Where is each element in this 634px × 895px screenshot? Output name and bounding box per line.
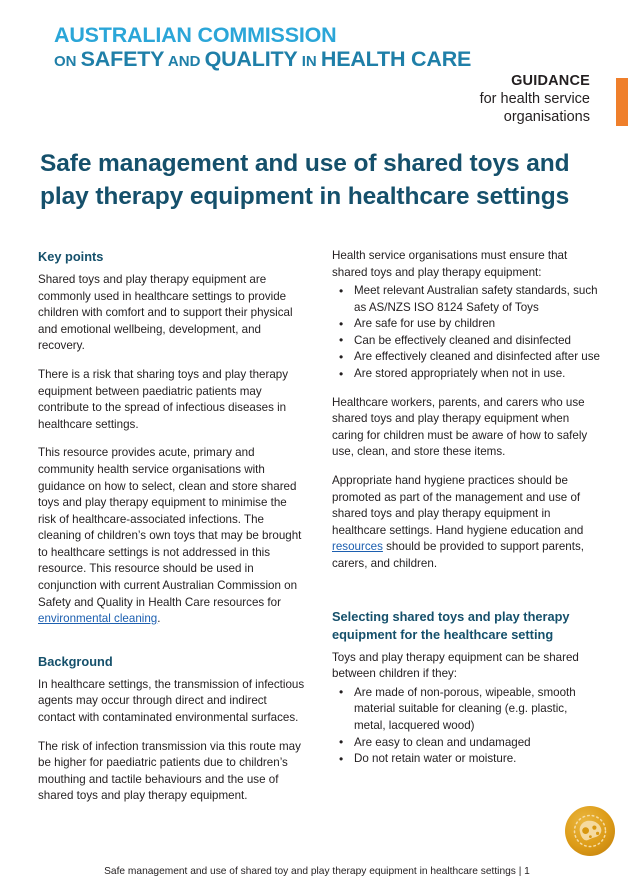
guidance-label-block bbox=[480, 72, 590, 126]
logo-word-on: ON bbox=[54, 53, 81, 71]
logo-word-quality: QUALITY bbox=[204, 47, 298, 72]
background-paragraph-2: The risk of infection transmission via this route may be higher for paediatric patients due to children’s mouthing and tactile behaviours and the use of shared toys and play therapy equipment. bbox=[38, 739, 301, 803]
list-item: • Do not retain water or moisture. bbox=[332, 751, 600, 768]
logo-word-and: AND bbox=[164, 53, 205, 71]
microbe-icon bbox=[564, 805, 616, 857]
body-columns bbox=[38, 248, 600, 817]
list-item: • Are easy to clean and undamaged bbox=[332, 735, 600, 752]
logo-line-2 bbox=[54, 47, 594, 71]
list-item: • Are effectively cleaned and disinfected after use bbox=[332, 349, 600, 366]
section-heading-selecting: Selecting shared toys and play therapy equipment for the healthcare setting bbox=[332, 609, 570, 642]
logo-word-health-care: HEALTH CARE bbox=[320, 47, 472, 72]
list-item: • Meet relevant Australian safety standards, such as AS/NZS ISO 8124 Safety of Toys bbox=[332, 283, 600, 316]
key-points-paragraph-2: There is a risk that sharing toys and play therapy equipment between paediatric patients may contribute to the spread of infectious diseases in healthcare settings. bbox=[38, 368, 289, 431]
left-column bbox=[38, 248, 306, 817]
hand-hygiene-text-before-link: Appropriate hand hygiene practices should be promoted as part of the management and use of shared toys and play therapy equipment in healthcare settings. Hand hygiene education and bbox=[332, 473, 584, 537]
hand-hygiene-text-after-link: should be provided to support parents, carers, and children. bbox=[332, 540, 584, 570]
environmental-cleaning-link[interactable]: environmental cleaning bbox=[38, 612, 158, 626]
list-item: • Can be effectively cleaned and disinfected bbox=[332, 333, 600, 350]
requirements-intro-paragraph: Health service organisations must ensure that shared toys and play therapy equipment: bbox=[332, 249, 568, 279]
paragraph-3-text-after-link: . bbox=[157, 612, 161, 626]
page-title: Safe management and use of shared toys and play therapy equipment in healthcare settings bbox=[40, 150, 570, 210]
background-paragraph-1: In healthcare settings, the transmission of infectious agents may occur through direct and indirect contact with contaminated environmental surfaces. bbox=[38, 677, 305, 724]
list-item: • Are stored appropriately when not in use. bbox=[332, 366, 600, 383]
logo-word-safety: SAFETY bbox=[80, 47, 165, 72]
selecting-intro-paragraph: Toys and play therapy equipment can be shared between children if they: bbox=[332, 650, 579, 681]
key-points-paragraph-3 bbox=[38, 445, 306, 627]
guidance-subtitle-line-2: organisations bbox=[503, 109, 590, 126]
requirements-bullet-list bbox=[332, 283, 600, 382]
right-column-spacer bbox=[332, 584, 600, 608]
healthcare-workers-paragraph: Healthcare workers, parents, and carers who use shared toys and play therapy equipment when caring for children must be aware of how to safely use, clean, and store these items. bbox=[332, 395, 588, 459]
list-item: • Are made of non-porous, wipeable, smooth material suitable for cleaning (e.g. plastic, metal, lacquered wood) bbox=[332, 685, 600, 735]
section-heading-key-points: Key points bbox=[38, 249, 104, 264]
left-column-spacer bbox=[38, 640, 306, 653]
paragraph-3-text-before-link: This resource provides acute, primary and community health service organisations with guidance on how to select, clean and store shared toys and play therapy equipment to minimise the risk of healthcare-associated infections. The cleaning of children’s own toys that may be brought to healthcare settings is not addressed in this resource. This resource should be used in conjunction with current Australian Commission on Safety and Quality in Health Care resources for bbox=[38, 446, 302, 609]
key-points-paragraph-1: Shared toys and play therapy equipment are commonly used in healthcare settings to provide children with comfort and to support their physical and emotional wellbeing, development, and recovery. bbox=[38, 273, 293, 353]
section-heading-background: Background bbox=[38, 653, 113, 669]
logo-line-1: AUSTRALIAN COMMISSION bbox=[54, 23, 337, 47]
resources-link[interactable]: resources bbox=[332, 540, 383, 554]
orange-accent-bar bbox=[616, 78, 628, 126]
list-item: • Are safe for use by children bbox=[332, 316, 600, 333]
guidance-subtitle-line-1: for health service bbox=[479, 91, 590, 108]
footer-text: Safe management and use of shared toy and play therapy equipment in healthcare settings | 1 bbox=[104, 866, 530, 877]
right-column bbox=[332, 248, 600, 817]
guidance-title: GUIDANCE bbox=[511, 73, 590, 89]
hand-hygiene-paragraph bbox=[332, 473, 600, 572]
commission-logo bbox=[54, 24, 594, 71]
logo-word-in: IN bbox=[297, 53, 321, 71]
selecting-bullet-list bbox=[332, 685, 600, 768]
